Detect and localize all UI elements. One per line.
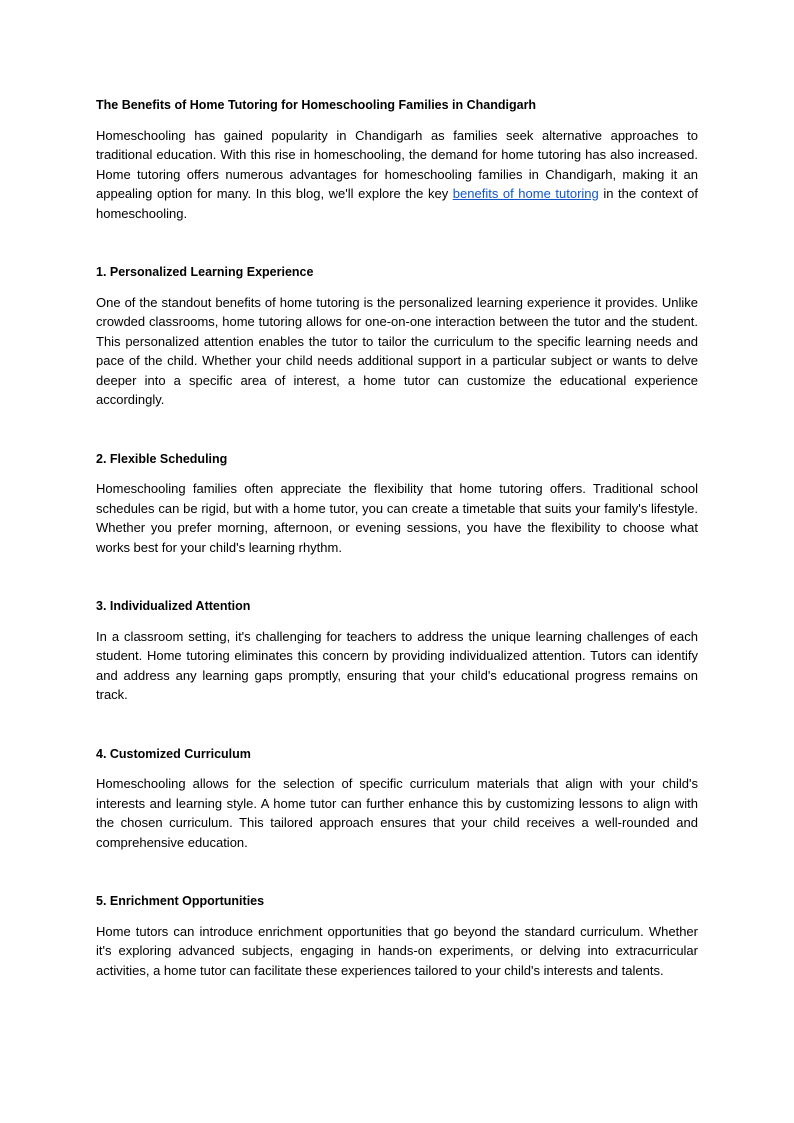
benefits-of-home-tutoring-link[interactable]: benefits of home tutoring [452,186,599,201]
section-body: In a classroom setting, it's challenging for teachers to address the unique learning challenges of each student. Home tutoring eliminates this concern by providing individualized attention. Tutors can identify and address any learning gaps promptly, ensuring that your child's educational progress remains on track. [96,628,698,702]
section-flexible-scheduling [96,450,698,558]
section-heading: 1. Personalized Learning Experience [96,265,314,279]
section-heading: 5. Enrichment Opportunities [96,894,265,908]
section-body: Homeschooling families often appreciate the flexibility that home tutoring offers. Traditional school schedules can be rigid, but with a home tutor, you can create a timetable that suits your family's lifestyle. Whether you prefer morning, afternoon, or evening sessions, you have the flexibility to choose what works best for your child's learning rhythm. [96,481,698,555]
section-customized-curriculum [96,745,698,853]
section-heading: 2. Flexible Scheduling [96,451,228,466]
page-title: The Benefits of Home Tutoring for Homeschooling Families in Chandigarh [96,98,537,112]
section-body: Homeschooling allows for the selection of specific curriculum materials that align with your child's interests and learning style. A home tutor can further enhance this by customizing lessons to align with the chosen curriculum. This tailored approach ensures that your child receives a well-rounded and comprehensive education. [96,776,698,850]
section-enrichment-opportunities [96,892,698,980]
section-body: One of the standout benefits of home tutoring is the personalized learning experience it provides. Unlike crowded classrooms, home tutoring allows for one-on-one interaction between the tutor and the student. This personalized attention enables the tutor to tailor the curriculum to the specific learning needs and pace of the child. Whether your child needs additional support in a particular subject or wants to delve deeper into a specific area of interest, a home tutor can customize the educational experience accordingly. [96,294,698,407]
document-page [96,96,698,980]
section-personalized-learning [96,263,698,410]
section-body: Home tutors can introduce enrichment opportunities that go beyond the standard curriculum. Whether it's exploring advanced subjects, engaging in hands-on experiments, or delving into extracurricular activities, a home tutor can facilitate these experiences tailored to your child's interests and talents. [96,923,698,978]
intro-text-before-link: Homeschooling has gained popularity in Chandigarh as families seek alternative approaches to traditional education. With this rise in homeschooling, the demand for home tutoring has also increased. Home tutoring offers numerous advantages for homeschooling families in Chandigarh, making it an appealing option for many. In this blog, we'll explore the key [96,127,698,201]
section-individualized-attention [96,597,698,705]
section-heading: 3. Individualized Attention [96,599,251,613]
section-heading: 4. Customized Curriculum [96,746,251,761]
intro-paragraph [96,126,698,224]
intro-text-after-link: in the context of homeschooling. [96,186,698,221]
